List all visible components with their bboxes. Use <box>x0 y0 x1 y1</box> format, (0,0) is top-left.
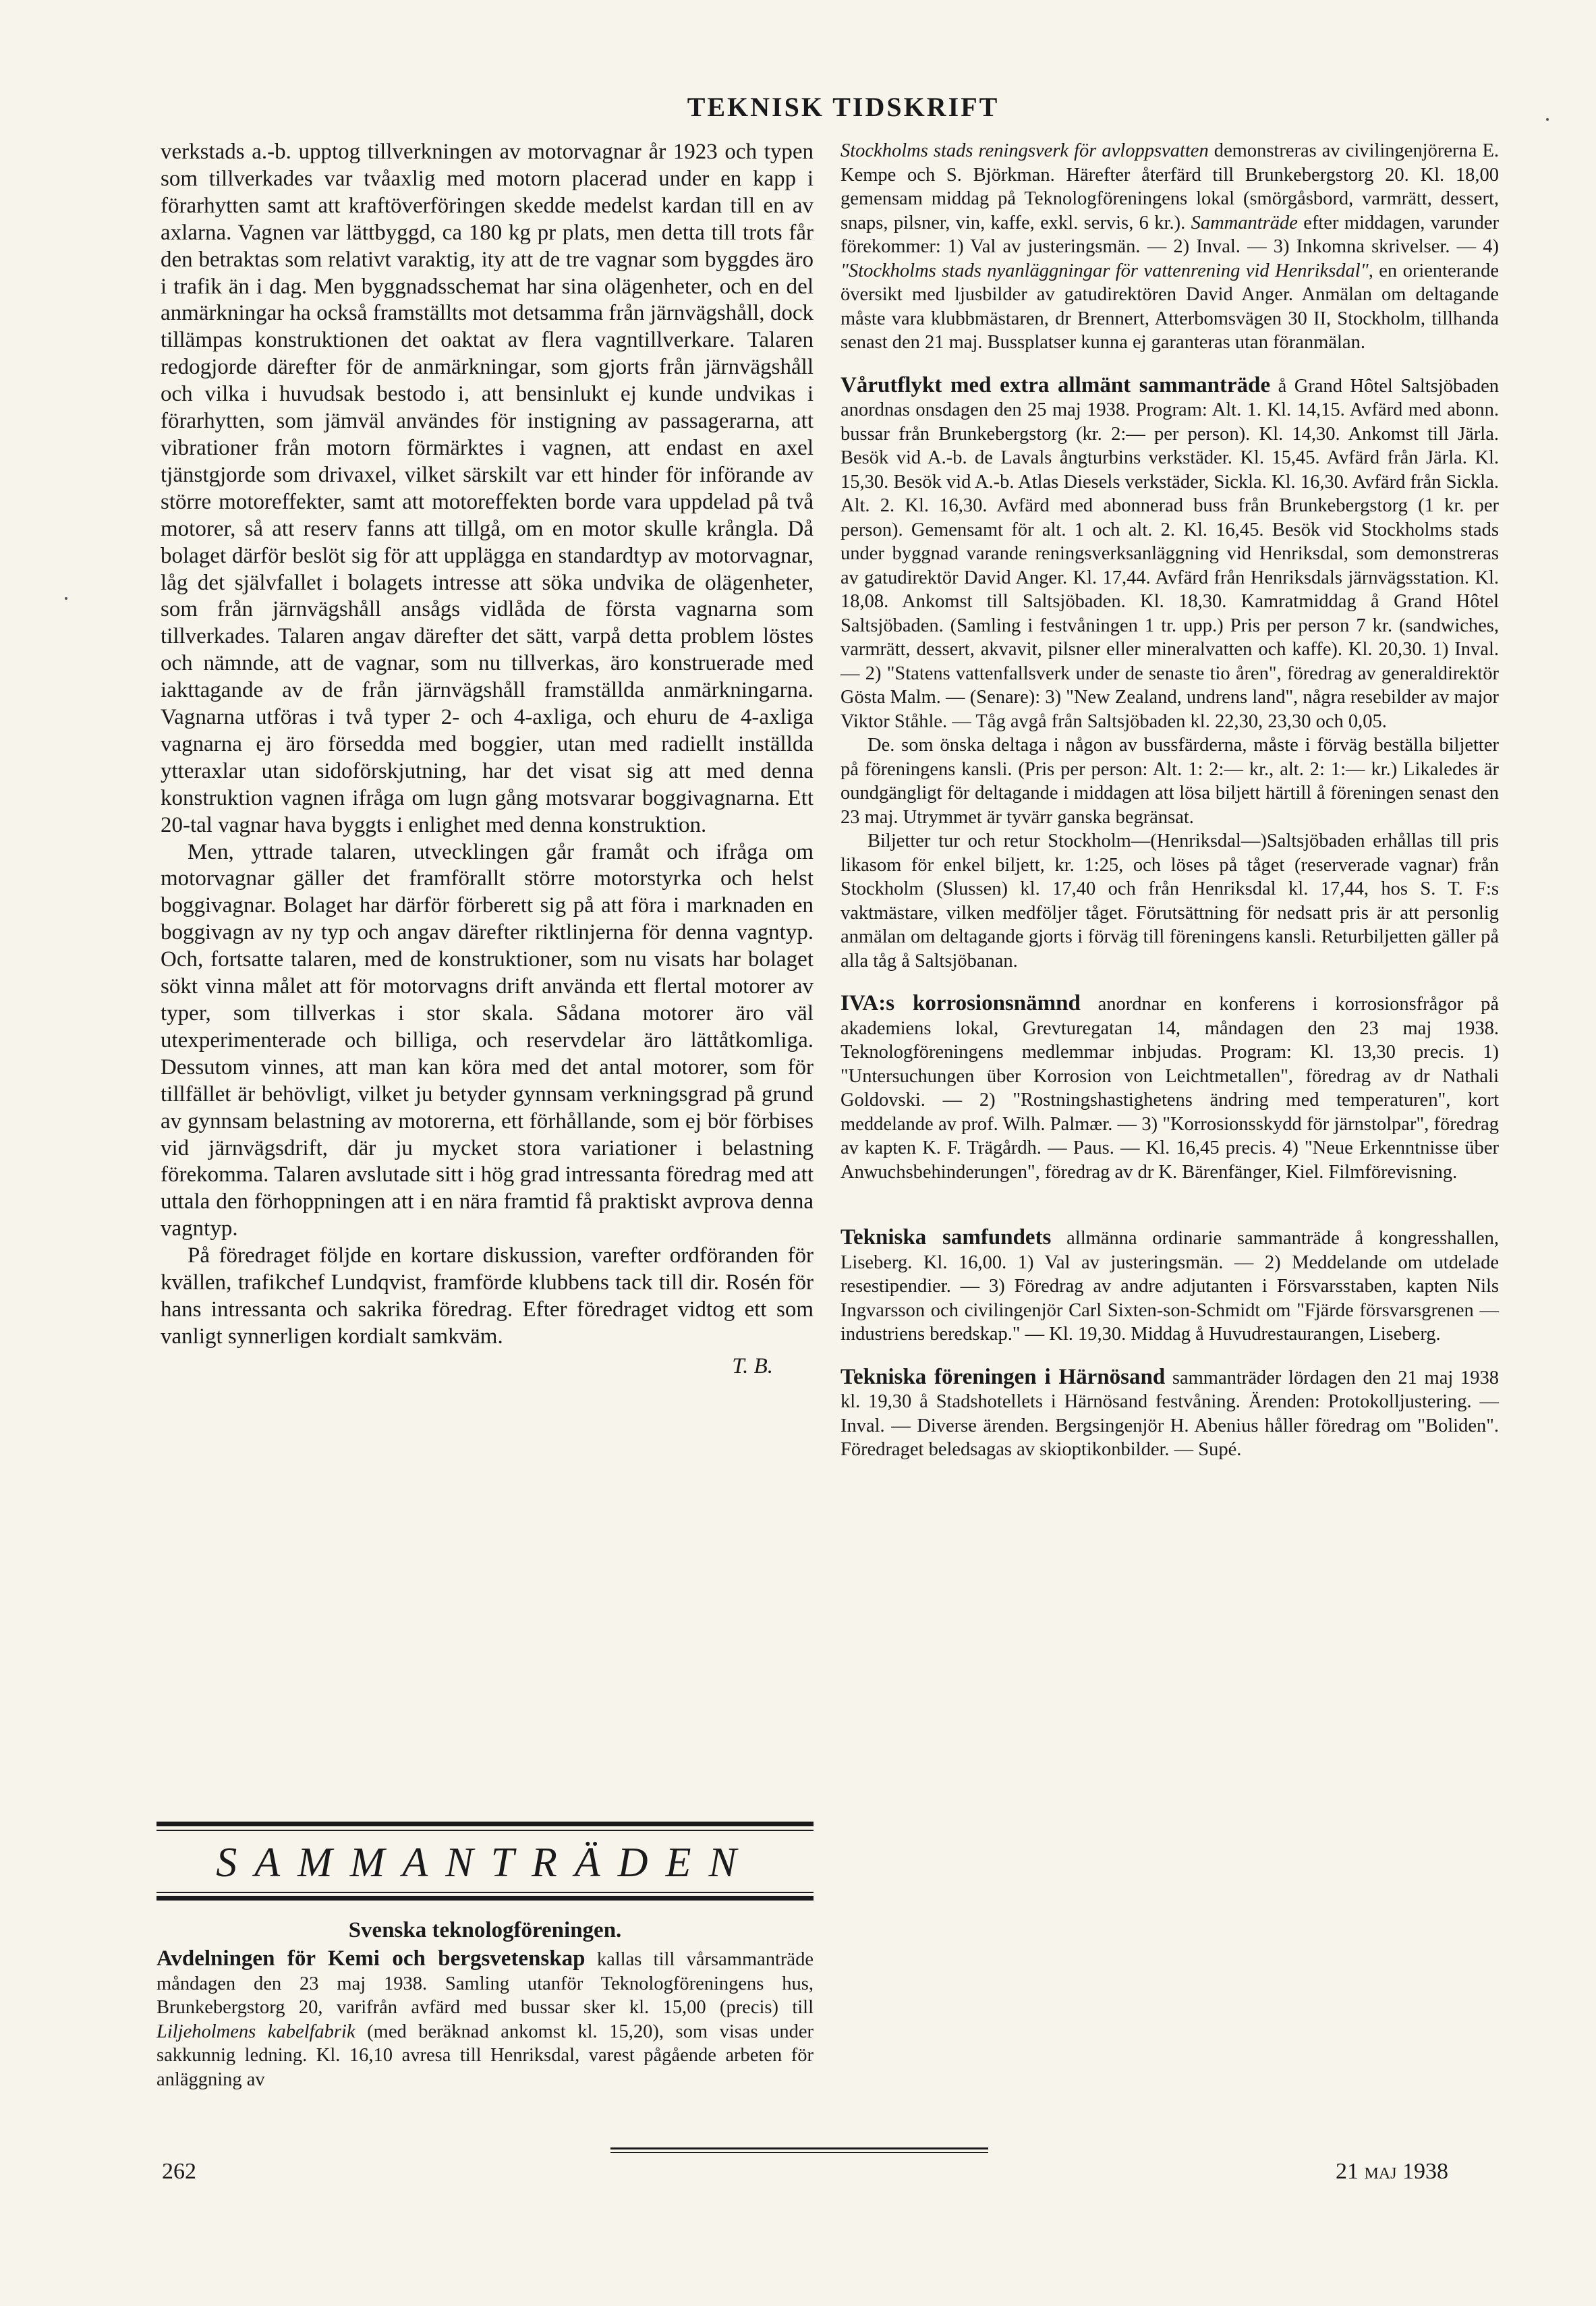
meetings-section <box>156 1822 814 2091</box>
entry-text: efter middagen, varunder förekommer: 1) Val av justeringsmän. — 2) Inval. — 3) Inkomna skrivelser. — 4) <box>840 212 1500 257</box>
entry-text: anordnar en konferens i korrosionsfrågor på akademiens lokal, Grevturegatan 14, måndagen den 23 maj 1938. Teknologföreningens medlemmar inbjudas. Program: Kl. 13,30 precis. 1) "Untersuchungen über Korrosion von Leichtmetallen", föredrag av dr Nathali Goldovski. — 2) "Rostningshastighetens ändring med temperaturen", kort meddelande av prof. Wilh. Palmær. — 3) "Korrosionsskydd för järnstolpar", föredrag av kapten K. F. Trägårdh. — Paus. — Kl. 16,45 precis. 4) "Neue Erkenntnisse über Anwuchsbehinderungen", föredrag av dr K. Bärenfänger, Kiel. Filmförevisning. <box>840 994 1500 1183</box>
paper-speck <box>65 597 67 600</box>
continuation <box>840 139 1499 355</box>
entry-text: en orienterande översikt med ljusbilder av gatudirektören David Anger. Anmälan om deltagande måste vara klubbmästaren, dr Brennert, Atterbomsvägen 30 II, Stockholm, tillhanda senast den 21 maj. Bussplatser kunna ej garanteras utan föranmälan. <box>840 260 1500 353</box>
entry-heading: Tekniska samfundets <box>840 1225 1052 1249</box>
iva-entry <box>840 992 1499 1184</box>
harnosand-entry <box>840 1366 1499 1462</box>
divider <box>156 1830 814 1831</box>
entry-italic: Stockholms stads reningsverk för avloppsvatten <box>840 140 1209 161</box>
entry-text: kallas till vårsammanträde måndagen den 23 maj 1938. Samling utanför Teknologföreningens hus, Brunkebergstorg 20, varifrån avfärd med bussar sker kl. 15,00 (precis) till <box>156 1949 814 2018</box>
entry-text: allmänna ordinarie sammanträde å kongresshallen, Liseberg. Kl. 16,00. 1) Val av justeringsmän. — 2) Meddelande om utdelade resestipendier. — 3) Föredrag av andre adjutanten i Försvarsstaben, kapten Nils Ingvarsson och civilingenjör Carl Sixten-son-Schmidt om "Fjärde försvarsgrenen — industriens beredskap." — Kl. 19,30. Middag å Huvudrestaurangen, Liseberg. <box>840 1228 1499 1345</box>
paper-speck <box>1546 118 1549 121</box>
paragraph: Men, yttrade talaren, utvecklingen går framåt och ifråga om motorvagnar gäller det framförallt större motorstyrka och helst boggivagnar. Bolaget har därför förberett sig på att föra i marknaden en boggivagn av ny typ och angav därefter riktlinjerna för denna vagntyp. Och, fortsatte talaren, med de konstruktioner, som nu visats har bolaget sökt vinna målet att för motorvagns drift använda ett flertal motorer av typer, som tillverkas i stor skala. Sådana motorer äro väl utexperimenterade och billiga, och reservdelar äro lättåtkomliga. Dessutom vinnes, att man kan köra med det antal motorer, som för tillfället är behövligt, vilket ju betyder gynnsam verkningsgrad på grund av gynnsam belastning av motorerna, ett förhållande, som ej bör förbises vid järnvägsdrift, där ju mycket stora variationer i belastning förekomma. Talaren avslutade sitt i hög grad intressanta föredrag med att uttala den förhoppningen att i en nära framtid få praktiskt avprova denna vagntyp. <box>161 839 814 1241</box>
entry-italic: Sammanträde <box>1191 212 1298 233</box>
entry-text: å Grand Hôtel Saltsjöbaden anordnas onsdagen den 25 maj 1938. Program: Alt. 1. Kl. 14,15. Avfärd med abonn. bussar från Brunkebergstorg (kr. 2:— per person). Kl. 14,30. Ankomst till Järla. Besök vid A.-b. de Lavals ångturbins verkstäder. Kl. 15,45. Avfärd från Järla. Kl. 15,30. Besök vid A.-b. Atlas Diesels verkstäder, Sickla. Kl. 16,30. Avfärd från Sickla. Alt. 2. Kl. 16,30. Avfärd med abonnerad buss från Brunkebergstorg (1 kr. per person). Gemensamt för alt. 1 och alt. 2. Kl. 16,45. Besök vid Stockholms stads under byggnad varande reningsverksanläggning vid Henriksdal, som demonstreras av gatudirektör David Anger. Kl. 17,44. Avfärd från Henriksdals järnvägsstation. Kl. 18,08. Ankomst till Saltsjöbaden. Kl. 18,30. Kamratmiddag å Grand Hôtel Saltsjöbaden. (Samling i festvåningen 1 tr. upp.) Pris per person 7 kr. (sandwiches, varmrätt, dessert, akvavit, pilsner eller mineralvatten och kaffe). Kl. 20,30. 1) Inval. — 2) "Statens vattenfallsverk under de senaste tio åren", föredrag av generaldirektör Gösta Malm. — (Senare): 3) "New Zealand, undrens land", några resebilder av major Viktor Ståhle. — Tåg avgå från Saltsjöbaden kl. 22,30, 23,30 och 0,05. <box>840 375 1500 732</box>
date-day: 21 <box>1336 2159 1359 2184</box>
paragraph: Biljetter tur och retur Stockholm—(Henriksdal—)Saltsjöbaden erhållas till pris likasom för enkel biljett, kr. 1:25, och löses på tåget (reserverade vagnar) från Stockholm (Slussen) kl. 17,40 och från Henriksdal kl. 17,44, hos S. T. F:s vaktmästare, vilken medföljer tåget. Förutsättning för nedsatt pris är att personlig anmälan om deltagande gjorts i förväg till föreningens kansli. Returbiljetten gäller på alla tåg å Saltsjöbanan. <box>840 831 1499 972</box>
date-month: maj <box>1364 2159 1397 2184</box>
section-title: SAMMANTRÄDEN <box>216 1840 754 1886</box>
entry-italic: Liljeholmens kabelfabrik <box>156 2021 355 2042</box>
subheading: Svenska teknologföreningen. <box>348 1918 622 1942</box>
paragraph: De. som önska deltaga i någon av bussfärderna, måste i förväg beställa biljetter på föreningens kansli. (Pris per person: Alt. 1: 2:— kr., alt. 2: 1:— kr.) Likaledes är oundgängligt för deltagande i middagen att lösa biljett härtill å föreningen senast den 23 maj. Utrymmet är tyvärr ganska begränsat. <box>840 735 1499 828</box>
right-column <box>840 139 1499 1462</box>
paragraph: På föredraget följde en kortare diskussion, varefter ordföranden för kvällen, trafikchef Lundqvist, framförde klubbens tack till dir. Rosén för hans intressanta och sakrika föredrag. Efter föredraget vidtog ett som vanligt synnerligen kordialt samkväm. <box>161 1243 814 1349</box>
entry-text: sammanträder lördagen den 21 maj 1938 kl. 19,30 å Stadshotellets i Härnösand festvåning. Ärenden: Protokolljustering. — Inval. — Diverse ärenden. Bergsingenjör H. Abenius håller föredrag om "Boliden". Föredraget beledsagas av skioptikonbilder. — Supé. <box>840 1367 1499 1460</box>
divider <box>156 1896 814 1901</box>
entry-text: demonstreras av civilingenjörerna E. Kempe och S. Björkman. Härefter återfärd till Brunkebergstorg 20. Kl. 18,00 gemensam middag på Teknologföreningens lokal (smörgåsbord, varmrätt, dessert, snaps, pilsner, vin, kaffe, exkl. servis, 6 kr.). <box>840 140 1499 233</box>
entry-heading: Tekniska föreningen i Härnösand <box>840 1364 1166 1389</box>
samfundet-entry <box>840 1226 1499 1347</box>
entry-heading: Vårutflykt med extra allmänt sammanträde <box>840 372 1271 397</box>
left-column <box>161 139 814 1380</box>
signature: T. B. <box>732 1353 773 1378</box>
divider <box>156 1892 814 1893</box>
entry-heading: Avdelningen för Kemi och bergsvetenskap <box>156 1946 586 1971</box>
paragraph: verkstads a.-b. upptog tillverkningen av motorvagnar år 1923 och typen som tillverkades var tvåaxlig med motorn placerad under en kapp i förarhytten samt att kraftöverföringen skedde medelst kardan till en av axlarna. Vagnen var lättbyggd, ca 180 kg pr plats, men detta till trots får den betraktas som relativt varaktig, ity att de tre vagnar som byggdes äro i trafik än i dag. Men byggnadsschemat har sina olägenheter, och en del anmärkningar ha också framställts mot detsamma från järnvägshåll, dock tillämpas konstruktionen det oaktat av flera vagntillverkare. Talaren redogjorde därefter för de anmärkningar, som gjorts från järnvägshåll och vilka i huvudsak bestodo i, att bensinlukt ej kunde undvikas i förarhytten, som jämväl användes för instigning av passagerarna, att vibrationer från motorn förmärktes i vagnen, att endast en axel tjänstgjorde som drivaxel, vilket särskilt var ett hinder för införande av större motoreffekter, samt att motoreffekten borde vara uppdelad på två motorer, så att reserv fanns att tillgå, om en motor skulle krångla. Då bolaget därför beslöt sig för att upplägga en standardtyp av motorvagnar, låg det självfallet i bolagets intresse att söka undvika de olägenheter, som från järnvägshåll ansågs vidlåda de första vagnarna som tillverkades. Talaren angav därefter det sätt, varpå detta problem löstes och nämnde, att de vagnar, som nu tillverkas, äro konstruerade med iakttagande av de från järnvägshåll framställda anmärkningarna. Vagnarna utföras i två typer 2- och 4-axliga, och ehuru de 4-axliga vagnarna ej äro försedda med boggier, utan med radiellt inställda ytteraxlar utan sidoförskjutning, har det visat sig att med denna konstruktion vagnen ifråga om lugn gång motsvarar boggivagnarna. Ett 20-tal vagnar hava byggts i enlighet med denna konstruktion. <box>161 140 814 837</box>
entry-text: (med beräknad ankomst kl. 15,20), som visas under sakkunnig ledning. Kl. 16,10 avresa till Henriksdal, varest pågående arbeten för anläggning av <box>156 2021 814 2090</box>
date-year: 1938 <box>1402 2159 1449 2184</box>
varutflykt-entry <box>840 374 1499 734</box>
footer-divider <box>610 2152 988 2153</box>
divider <box>156 1822 814 1826</box>
footer-divider <box>610 2147 988 2149</box>
page-number: 262 <box>162 2159 196 2184</box>
issue-date <box>1336 2159 1448 2185</box>
kemi-entry <box>156 1947 814 2091</box>
entry-italic: "Stockholms stads nyanläggningar för vattenrening vid Henriksdal", <box>840 260 1373 281</box>
entry-heading: IVA:s korrosionsnämnd <box>840 991 1081 1015</box>
masthead: TEKNISK TIDSKRIFT <box>687 92 1000 122</box>
